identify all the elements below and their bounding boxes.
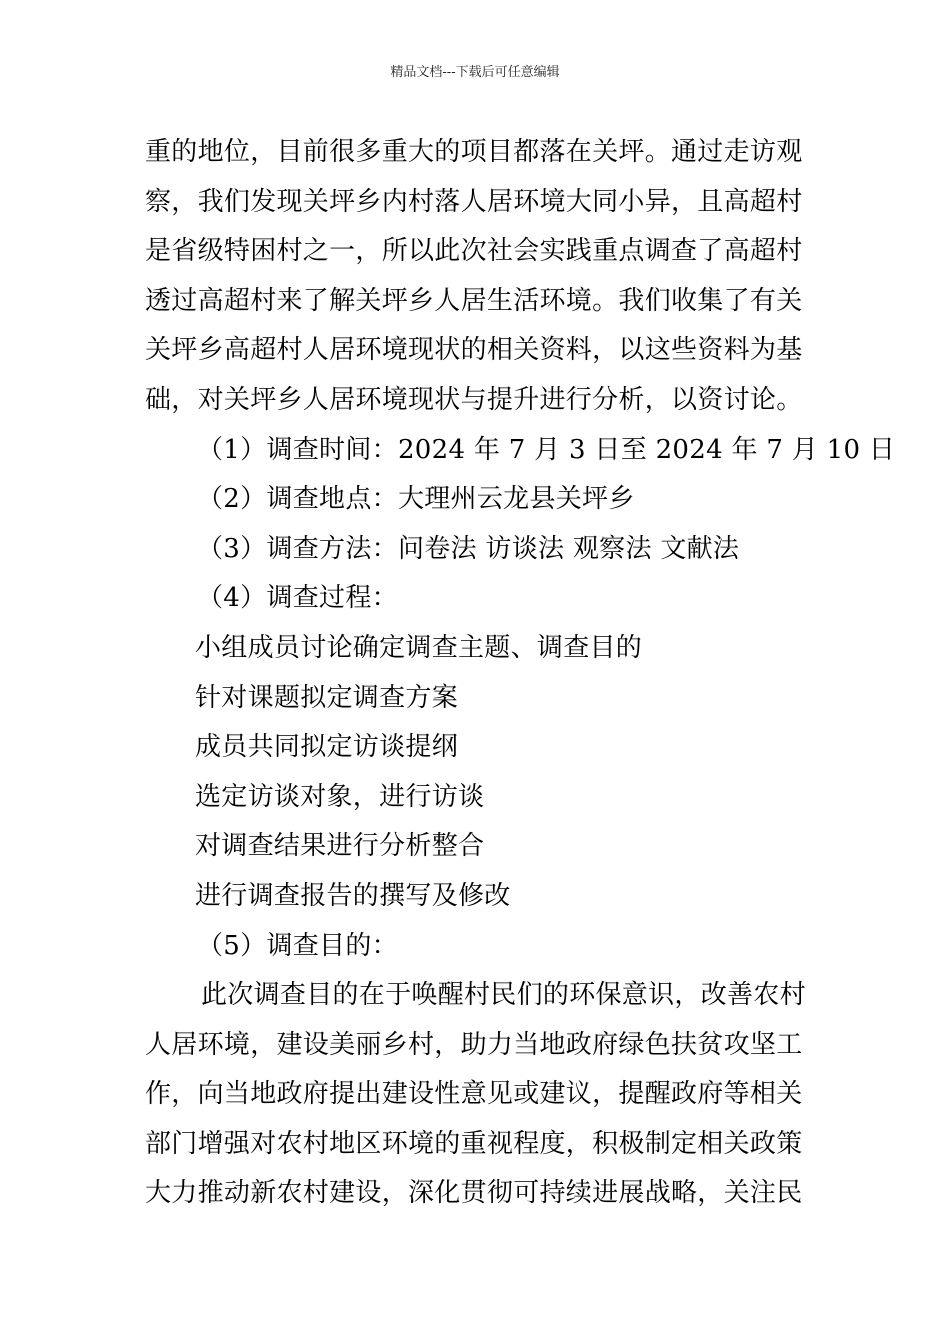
list-item: 对调查结果进行分析整合 — [195, 831, 485, 862]
list-item: 成员共同拟定访谈提纲 — [195, 732, 459, 763]
survey-place-item: （2）调查地点：大理州云龙县关坪乡 — [197, 484, 635, 515]
text-line: 作，向当地政府提出建设性意见或建议，提醒政府等相关 — [145, 1079, 803, 1110]
text-line: 关坪乡高超村人居环境现状的相关资料，以这些资料为基 — [145, 335, 803, 366]
text-line: 此次调查目的在于唤醒村民们的环保意识，改善农村 — [201, 980, 806, 1011]
paragraph-intro — [145, 128, 810, 426]
text-line: 透过高超村来了解关坪乡人居生活环境。我们收集了有关 — [145, 285, 803, 316]
process-steps-list — [145, 624, 810, 922]
list-item: 选定访谈对象，进行访谈 — [195, 781, 485, 812]
list-item: 进行调查报告的撰写及修改 — [195, 880, 511, 911]
text-line: 人居环境，建设美丽乡村，助力当地政府绿色扶贫攻坚工 — [145, 1029, 803, 1060]
list-item: 针对课题拟定调查方案 — [195, 682, 459, 713]
text-line: 重的地位，目前很多重大的项目都落在关坪。通过走访观 — [145, 137, 803, 167]
purpose-heading: （5）调查目的： — [197, 930, 398, 961]
text-line: 础，对关坪乡人居环境现状与提升进行分析，以资讨论。 — [145, 384, 803, 415]
list-item: 小组成员讨论确定调查主题、调查目的 — [195, 632, 643, 663]
document-body — [145, 128, 896, 1219]
text-line: 部门增强对农村地区环境的重视程度，积极制定相关政策 — [145, 1128, 803, 1159]
survey-method-item: （3）调查方法：问卷法 访谈法 观察法 文献法 — [197, 533, 740, 564]
text-line: 大力推动新农村建设，深化贯彻可持续进展战略，关注民 — [145, 1178, 803, 1209]
page-header: 精品文档---下载后可任意编辑 — [390, 65, 560, 80]
text-line: 是省级特困村之一，所以此次社会实践重点调查了高超村 — [145, 236, 803, 267]
paragraph-purpose — [145, 971, 810, 1219]
survey-time-item: （1）调查时间：2024 年 7 月 3 日至 2024 年 7 月 10 日 — [197, 434, 896, 465]
text-line: 察，我们发现关坪乡内村落人居环境大同小异，且高超村 — [145, 186, 803, 217]
survey-items — [145, 426, 896, 624]
survey-process-item: （4）调查过程： — [197, 583, 398, 614]
